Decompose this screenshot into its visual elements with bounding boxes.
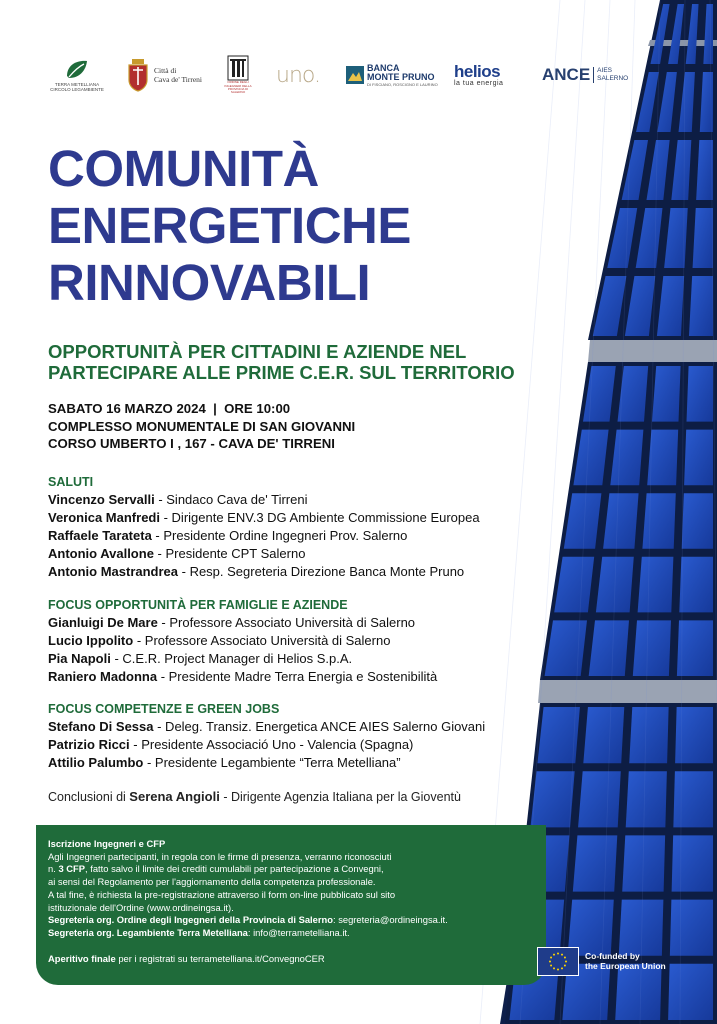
speaker-row bbox=[48, 718, 485, 736]
speaker-row bbox=[48, 527, 480, 545]
speaker-row bbox=[48, 632, 437, 650]
subtitle bbox=[48, 341, 515, 383]
segreteria-label: Segreteria org. Ordine degli Ingegneri della Provincia di Salerno bbox=[48, 914, 333, 926]
solar-cell bbox=[629, 707, 668, 763]
focus-famiglie-section bbox=[48, 597, 437, 686]
info-box bbox=[36, 825, 546, 985]
citta-label: Città di bbox=[154, 66, 177, 75]
speaker-role: - Presidente Legambiente “Terra Metelliana” bbox=[143, 755, 401, 770]
speaker-row bbox=[48, 563, 480, 581]
subtitle-line2: PARTECIPARE ALLE PRIME C.E.R. SUL TERRITORIO bbox=[48, 362, 515, 383]
eu-line1: Co-funded by bbox=[585, 950, 640, 961]
speaker-name: Raniero Madonna bbox=[48, 669, 158, 684]
ordine-ingegneri-logo bbox=[223, 52, 253, 98]
bmp-line1: BANCA bbox=[367, 62, 400, 73]
solar-cell bbox=[675, 707, 713, 763]
solar-cell bbox=[679, 557, 713, 613]
solar-cell bbox=[693, 208, 713, 268]
focus1-title: FOCUS OPPORTUNITÀ PER FAMIGLIE E AZIENDE bbox=[48, 598, 348, 612]
ance-aies-logo bbox=[542, 52, 628, 98]
conclusioni-role: - Dirigente Agenzia Italiana per la Gioventù bbox=[219, 790, 461, 804]
aies-line1: AIES bbox=[597, 67, 612, 74]
info-text: Agli Ingegneri partecipanti, in regola con le firme di presenza, verranno riconosciuti bbox=[48, 850, 392, 862]
conclusioni-prefix: Conclusioni di bbox=[48, 790, 130, 804]
aperitivo-text: per i registrati su terrametelliana.it/ConvegnoCER bbox=[115, 952, 325, 964]
banca-monte-pruno-logo bbox=[346, 52, 446, 98]
info-text: istituzionale dell'Ordine (www.ordineingsa.it). bbox=[48, 901, 234, 913]
citta-name: Cava de' Tirreni bbox=[154, 75, 203, 84]
info-text: ai sensi del Regolamento per l'aggiornamento della competenza professionale. bbox=[48, 876, 376, 888]
eu-star bbox=[557, 968, 559, 970]
helios-wordmark: helios bbox=[454, 62, 501, 81]
solar-cell bbox=[684, 430, 713, 486]
eu-star bbox=[561, 953, 563, 955]
solar-cell bbox=[689, 276, 713, 336]
speaker-row bbox=[48, 650, 437, 668]
terra-metelliana-logo bbox=[48, 52, 106, 98]
solar-cell bbox=[672, 835, 713, 891]
speaker-role: - Dirigente ENV.3 DG Ambiente Commissione Europea bbox=[159, 510, 480, 525]
event-date: SABATO 16 MARZO 2024 | ORE 10:00 bbox=[48, 401, 291, 416]
eu-star bbox=[553, 953, 555, 955]
speaker-name: Lucio Ippolito bbox=[48, 633, 134, 648]
focus-green-jobs-section bbox=[48, 701, 485, 772]
speaker-row bbox=[48, 754, 485, 772]
title-line3: RINNOVABILI bbox=[48, 254, 371, 311]
speaker-role: - Professore Associato Università di Salerno bbox=[133, 633, 391, 648]
solar-cell bbox=[633, 620, 671, 676]
speaker-name: Stefano Di Sessa bbox=[48, 719, 154, 734]
speaker-row bbox=[48, 736, 485, 754]
segreteria-email: : segreteria@ordineingsa.it. bbox=[332, 914, 448, 926]
eu-star bbox=[553, 967, 555, 969]
speaker-role: - C.E.R. Project Manager di Helios S.p.A. bbox=[110, 651, 353, 666]
eu-line2: the European Union bbox=[585, 961, 666, 971]
uno-logo bbox=[276, 52, 326, 98]
ordine-caption: ORDINE DEGLI INGEGNERI DELLA PROVINCIA DI SALERNO bbox=[224, 80, 252, 95]
event-address: CORSO UMBERTO I , 167 - CAVA DE' TIRRENI bbox=[48, 436, 335, 451]
helios-tagline: la tua energia bbox=[454, 80, 504, 87]
citta-cava-logo bbox=[126, 52, 221, 98]
speaker-name: Antonio Avallone bbox=[48, 546, 154, 561]
solar-cell bbox=[673, 771, 713, 827]
eu-star bbox=[565, 960, 567, 962]
segreteria-email: : info@terrametelliana.it. bbox=[247, 926, 350, 938]
speaker-name: Antonio Mastrandrea bbox=[48, 564, 179, 579]
subtitle-line1: OPPORTUNITÀ PER CITTADINI E AZIENDE NEL bbox=[48, 341, 467, 362]
uno-wordmark: uno. bbox=[276, 62, 320, 88]
eu-cofunded-badge bbox=[537, 946, 687, 976]
speaker-role: - Resp. Segreteria Direzione Banca Monte Pruno bbox=[178, 564, 465, 579]
saluti-title: SALUTI bbox=[48, 475, 94, 489]
solar-cell bbox=[687, 366, 713, 422]
solar-cell bbox=[583, 707, 624, 763]
leaf-icon bbox=[64, 58, 90, 82]
terra-metelliana-caption: TERRA METELLIANA CIRCOLO LEGAMBIENTE bbox=[50, 82, 104, 92]
speaker-role: - Deleg. Transiz. Energetica ANCE AIES Salerno Giovani bbox=[153, 719, 486, 734]
speaker-name: Attilio Palumbo bbox=[48, 755, 144, 770]
solar-cell bbox=[537, 707, 579, 763]
speaker-role: - Presidente CPT Salerno bbox=[153, 546, 306, 561]
helios-logo bbox=[454, 52, 524, 98]
aperitivo-label: Aperitivo finale bbox=[48, 952, 116, 964]
speaker-name: Gianluigi De Mare bbox=[48, 615, 158, 630]
event-details bbox=[48, 400, 355, 453]
speaker-row bbox=[48, 491, 480, 509]
title-line2: ENERGETICHE bbox=[48, 197, 411, 254]
mountain-icon bbox=[346, 66, 364, 84]
eu-star bbox=[550, 956, 552, 958]
event-venue: COMPLESSO MONUMENTALE DI SAN GIOVANNI bbox=[48, 418, 356, 434]
solar-cell bbox=[626, 771, 667, 827]
solar-cell bbox=[578, 771, 621, 827]
bmp-sub: DI FISCIANO, ROSCIGNO E LAURINO bbox=[367, 81, 438, 87]
eu-star bbox=[564, 964, 566, 966]
coat-of-arms-icon bbox=[126, 58, 150, 92]
info-text bbox=[48, 863, 448, 876]
bmp-line2: MONTE PRUNO bbox=[367, 71, 435, 82]
aperitivo bbox=[48, 953, 448, 966]
speaker-name: Raffaele Tarateta bbox=[48, 528, 152, 543]
speaker-row bbox=[48, 668, 437, 686]
info-text-part: , fatto salvo il limite dei crediti cumulabili per partecipazione a Convegni, bbox=[85, 863, 384, 875]
eu-star bbox=[564, 956, 566, 958]
solar-cell bbox=[573, 835, 617, 891]
solar-cell bbox=[642, 493, 675, 549]
speaker-name: Vincenzo Servalli bbox=[48, 492, 155, 507]
speaker-role: - Presidente Madre Terra Energia e Sostenibilità bbox=[157, 669, 438, 684]
solar-cell bbox=[638, 557, 674, 613]
aies-line2: SALERNO bbox=[597, 75, 629, 82]
speaker-name: Veronica Manfredi bbox=[48, 510, 160, 525]
speaker-role: - Sindaco Cava de' Tirreni bbox=[154, 492, 308, 507]
conclusioni-name: Serena Angioli bbox=[129, 789, 220, 804]
cfp-count: 3 CFP bbox=[58, 863, 86, 875]
speaker-row bbox=[48, 614, 437, 632]
speaker-role: - Professore Associato Università di Salerno bbox=[157, 615, 416, 630]
page-title bbox=[48, 140, 411, 311]
sponsor-logos bbox=[48, 52, 628, 98]
speaker-role: - Presidente Associació Uno - Valencia (Spagna) bbox=[129, 737, 414, 752]
speaker-role: - Presidente Ordine Ingegneri Prov. Salerno bbox=[151, 528, 408, 543]
solar-cell bbox=[652, 366, 681, 422]
saluti-section bbox=[48, 474, 480, 581]
info-title: Iscrizione Ingegneri e CFP bbox=[48, 838, 166, 849]
eu-star bbox=[549, 960, 551, 962]
title-line1: COMUNITÀ bbox=[48, 140, 319, 197]
segreteria-ordine bbox=[48, 914, 448, 927]
speaker-row bbox=[48, 509, 480, 527]
focus2-title: FOCUS COMPETENZE E GREEN JOBS bbox=[48, 702, 280, 716]
eu-star bbox=[550, 964, 552, 966]
info-text-part: n. bbox=[48, 863, 59, 875]
segreteria-label: Segreteria org. Legambiente Terra Metelliana bbox=[48, 926, 248, 938]
conclusioni bbox=[48, 789, 461, 804]
segreteria-legambiente bbox=[48, 927, 448, 940]
eu-star bbox=[561, 967, 563, 969]
ordine-emblem-icon bbox=[227, 55, 249, 81]
speaker-name: Pia Napoli bbox=[48, 651, 111, 666]
speaker-name: Patrizio Ricci bbox=[48, 737, 130, 752]
solar-cell bbox=[682, 493, 713, 549]
solar-cell bbox=[530, 771, 574, 827]
solar-cell bbox=[589, 620, 629, 676]
speaker-row bbox=[48, 545, 480, 563]
eu-flag-icon bbox=[537, 947, 579, 976]
solar-cell bbox=[647, 430, 678, 486]
ance-wordmark: ANCE bbox=[542, 65, 591, 84]
info-text: A tal fine, è richiesta la pre-registrazione attraverso il form on-line pubblicato sul sito bbox=[48, 888, 396, 900]
eu-star bbox=[557, 952, 559, 954]
